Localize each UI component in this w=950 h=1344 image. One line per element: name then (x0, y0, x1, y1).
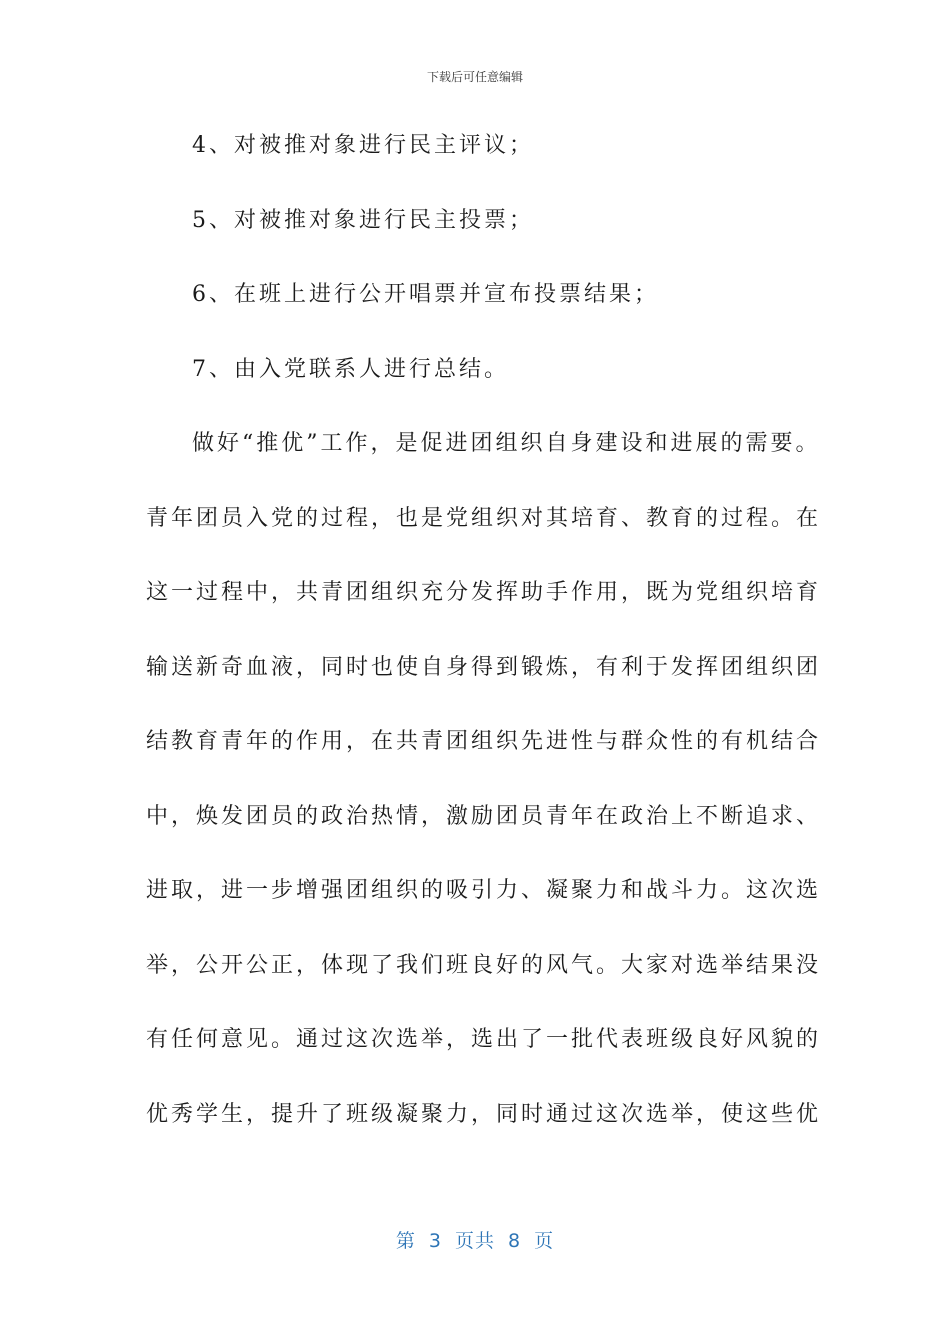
paragraph-first-line: 做好“推优”工作，是促进团组织自身建设和进展的需要。 (192, 431, 821, 456)
paragraph-line: 有任何意见。通过这次选举，选出了一批代表班级良好风貌的 (146, 1027, 822, 1052)
paragraph-line: 青年团员入党的过程，也是党组织对其培育、教育的过程。在 (146, 505, 822, 531)
list-item-5: 5、对被推对象进行民主投票； (192, 207, 534, 233)
paragraph-line: 中，焕发团员的政治热情，激励团员青年在政治上不断追求、 (146, 803, 822, 829)
document-body (146, 120, 826, 1163)
list-item-4: 4、对被推对象进行民主评议； (192, 133, 534, 158)
list-item-7: 7、由入党联系人进行总结。 (192, 356, 509, 382)
paragraph-line: 优秀学生，提升了班级凝聚力，同时通过这次选举，使这些优 (146, 1101, 822, 1127)
header-note: 下载后可任意编辑 (426, 70, 523, 84)
paragraph-line: 这一过程中，共青团组织充分发挥助手作用，既为党组织培育 (146, 580, 822, 605)
paragraph-line: 结教育青年的作用，在共青团组织先进性与群众性的有机结合 (146, 729, 822, 754)
list-item-6: 6、在班上进行公开唱票并宣布投票结果； (192, 282, 659, 307)
page-number-footer: 第 3 页共 8 页 (395, 1230, 555, 1252)
paragraph-line: 举，公开公正，体现了我们班良好的风气。大家对选举结果没 (146, 952, 822, 978)
paragraph-line: 输送新奇血液，同时也使自身得到锻炼，有利于发挥团组织团 (146, 654, 822, 680)
paragraph-line: 进取，进一步增强团组织的吸引力、凝聚力和战斗力。这次选 (146, 878, 822, 903)
